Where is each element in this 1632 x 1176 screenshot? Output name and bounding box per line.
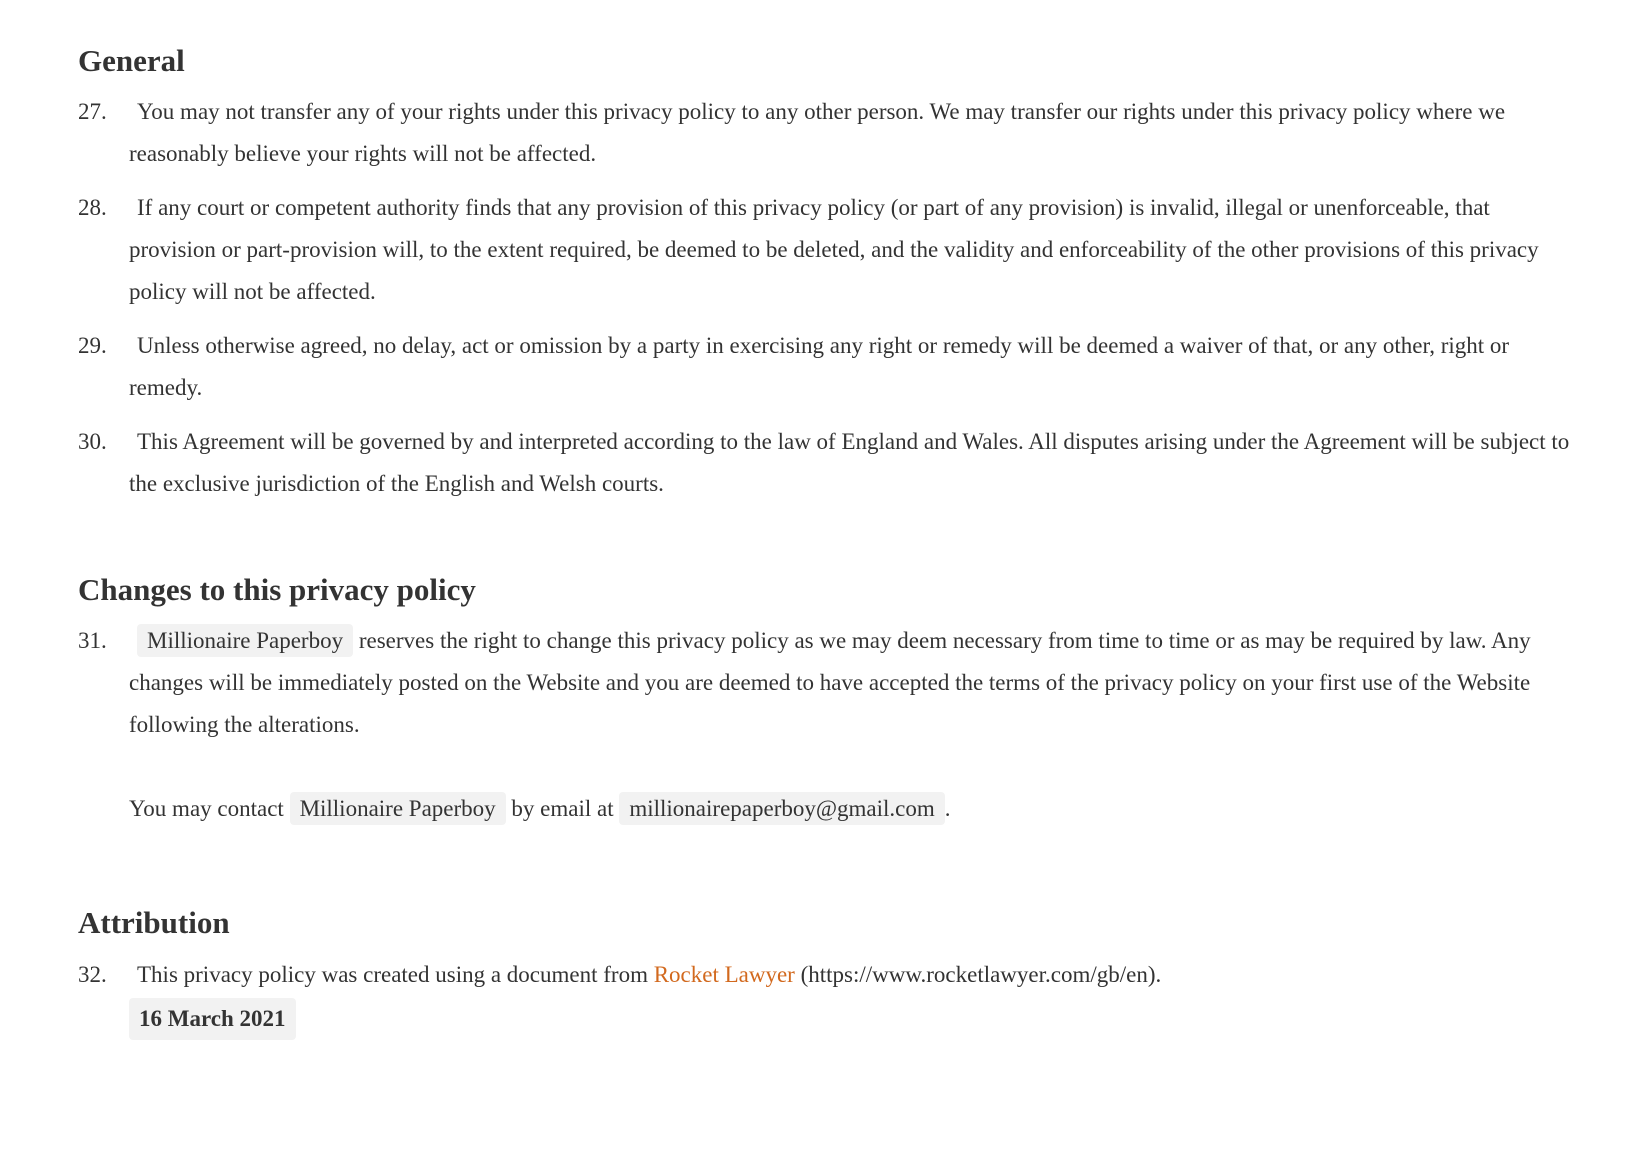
policy-date-chip: 16 March 2021 — [129, 998, 296, 1040]
list-item-29 — [78, 325, 1578, 409]
list-item-30 — [78, 421, 1578, 505]
changes-list — [78, 620, 1578, 746]
item-text: Unless otherwise agreed, no delay, act or omission by a party in exercising any right or remedy will be deemed a waiver of that, or any other, right or remedy. — [129, 333, 1510, 401]
list-item-28 — [78, 187, 1578, 313]
attribution-prefix: This privacy policy was created using a document from — [137, 961, 648, 987]
rocket-lawyer-link[interactable]: Rocket Lawyer — [653, 961, 795, 987]
item-number: 28. — [78, 195, 107, 221]
item-body: reserves the right to change this privacy policy as we may deem necessary from time to time or as may be required by law. Any changes will be immediately posted on the Website and you are deemed to have accepted the terms of the privacy policy on your first use of the Website following the alterations. — [129, 628, 1531, 738]
company-name-chip: Millionaire Paperboy — [137, 624, 353, 657]
item-text — [129, 954, 1578, 996]
item-number: 29. — [78, 333, 107, 359]
privacy-policy-page — [78, 0, 1578, 1040]
contact-middle: by email at — [511, 796, 614, 822]
list-item-27 — [78, 91, 1578, 175]
list-item-32 — [78, 954, 1578, 1040]
contact-line — [78, 788, 1578, 830]
list-item-31 — [78, 620, 1578, 746]
item-text: This Agreement will be governed by and interpreted according to the law of England and Wales. All disputes arising under the Agreement will be subject to the exclusive jurisdiction of the English and Welsh courts. — [129, 429, 1570, 497]
item-number: 27. — [78, 99, 107, 125]
item-text — [129, 620, 1578, 746]
item-text: You may not transfer any of your rights under this privacy policy to any other person. We may transfer our rights under this privacy policy where we reasonably believe your rights will not be affected. — [129, 99, 1506, 167]
contact-email-chip: millionairepaperboy@gmail.com — [619, 792, 944, 825]
item-number: 32. — [78, 961, 107, 987]
item-text: If any court or competent authority finds that any provision of this privacy policy (or part of any provision) is invalid, illegal or unenforceable, that provision or part-provision will, to the extent required, be deemed to be deleted, and the validity and enforceability of the other provisions of this privacy policy will not be affected. — [129, 195, 1539, 305]
attribution-heading: Attribution — [78, 905, 230, 941]
general-list — [78, 91, 1578, 505]
changes-heading: Changes to this privacy policy — [78, 572, 476, 608]
contact-prefix: You may contact — [129, 796, 284, 822]
attribution-list — [78, 954, 1578, 1040]
item-number: 30. — [78, 429, 107, 455]
contact-company-chip: Millionaire Paperboy — [290, 792, 506, 825]
contact-suffix: . — [944, 796, 951, 822]
attribution-suffix: (https://www.rocketlawyer.com/gb/en). — [800, 961, 1162, 987]
general-heading: General — [78, 43, 185, 78]
item-number: 31. — [78, 628, 107, 654]
